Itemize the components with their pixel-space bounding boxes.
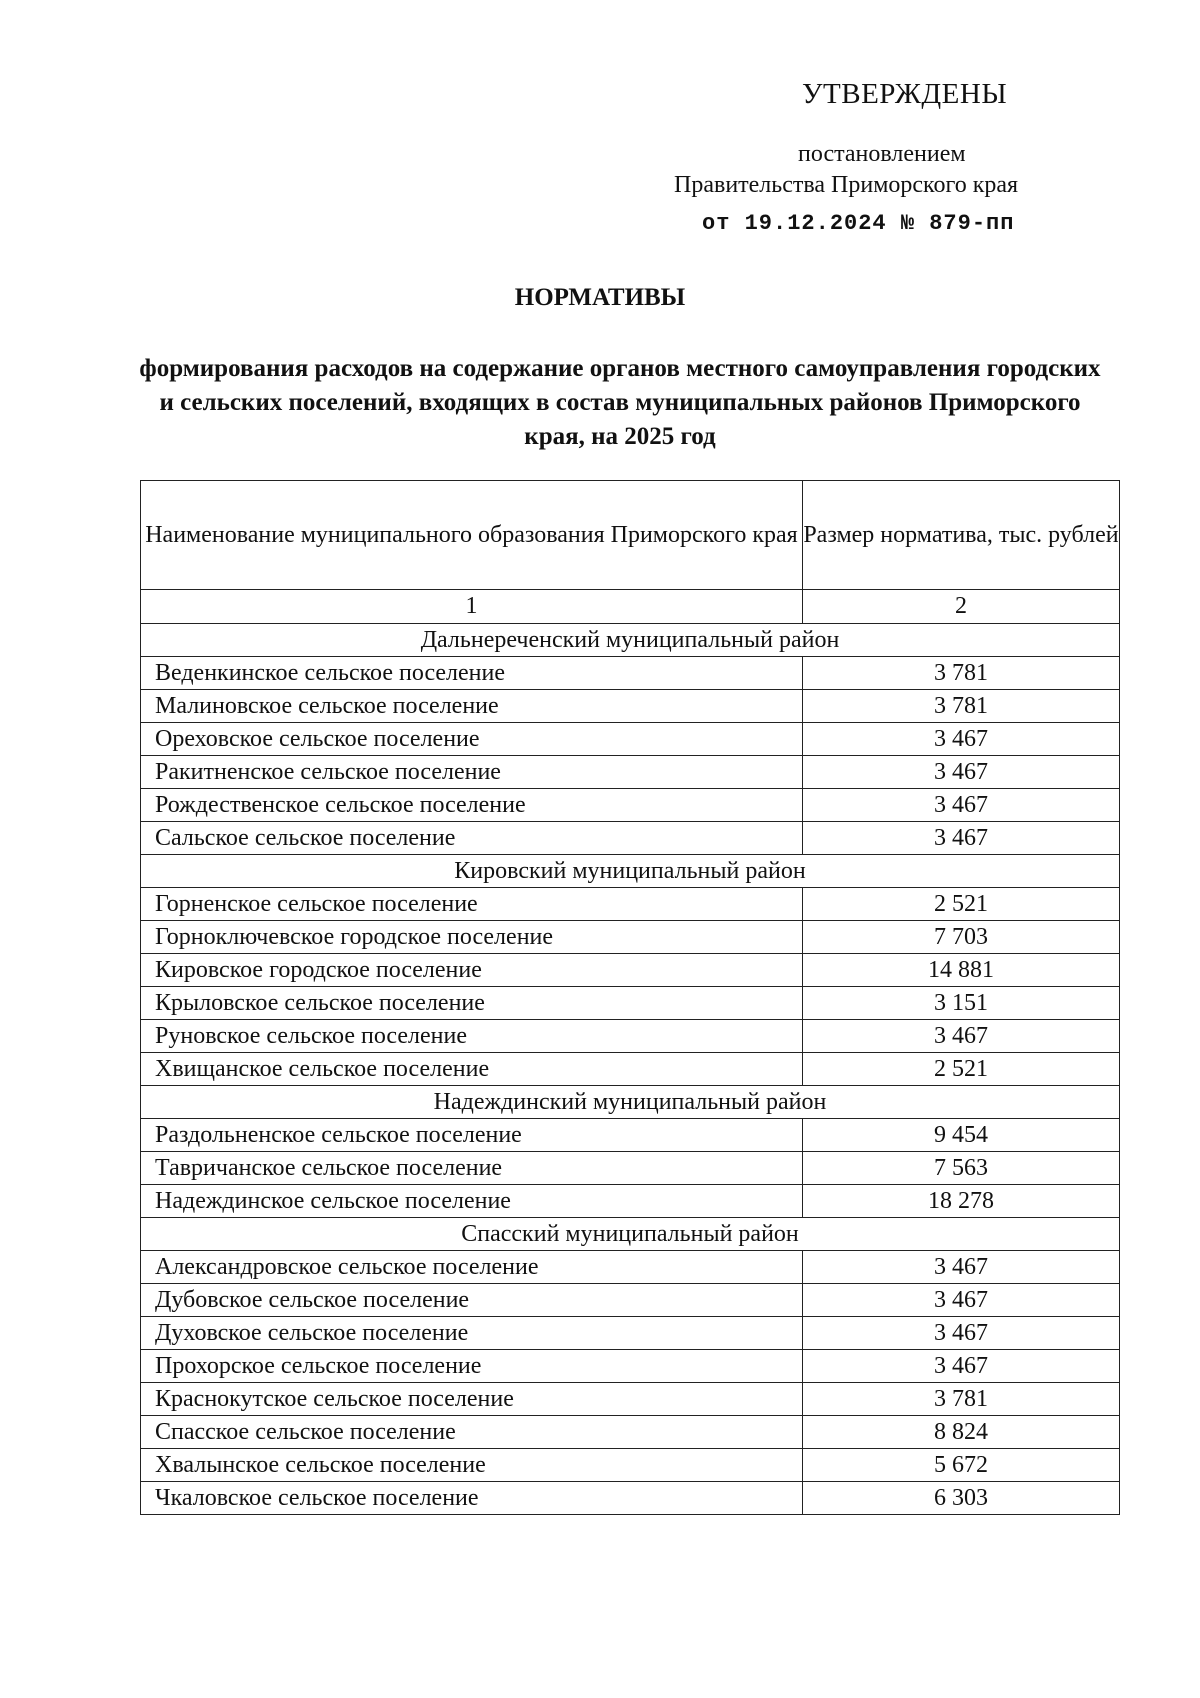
table-row xyxy=(141,987,1120,1020)
settlement-name: Ореховское сельское поселение xyxy=(141,723,803,756)
settlement-name: Хвищанское сельское поселение xyxy=(141,1053,803,1086)
column-number-2: 2 xyxy=(802,590,1119,624)
table-row xyxy=(141,1482,1120,1515)
district-name: Кировский муниципальный район xyxy=(141,855,1120,888)
approval-resolution-label: постановлением xyxy=(798,141,966,167)
table-row xyxy=(141,1317,1120,1350)
table-body xyxy=(141,624,1120,1515)
settlement-name: Спасское сельское поселение xyxy=(141,1416,803,1449)
settlement-name: Горненское сельское поселение xyxy=(141,888,803,921)
norm-value: 18 278 xyxy=(802,1185,1119,1218)
district-name: Спасский муниципальный район xyxy=(141,1218,1120,1251)
approval-heading: УТВЕРЖДЕНЫ xyxy=(802,78,1008,110)
settlement-name: Дубовское сельское поселение xyxy=(141,1284,803,1317)
table-row xyxy=(141,954,1120,987)
approval-block xyxy=(674,78,1120,236)
norm-value: 8 824 xyxy=(802,1416,1119,1449)
settlement-name: Чкаловское сельское поселение xyxy=(141,1482,803,1515)
document-subtitle: формирования расходов на содержание органов местного самоуправления городских и сельских поселений, входящих в состав муниципальных районов Приморского края, на 2025 год xyxy=(139,355,1101,450)
norm-value: 3 467 xyxy=(802,789,1119,822)
settlement-name: Рождественское сельское поселение xyxy=(141,789,803,822)
settlement-name: Краснокутское сельское поселение xyxy=(141,1383,803,1416)
settlement-name: Надеждинское сельское поселение xyxy=(141,1185,803,1218)
norm-value: 6 303 xyxy=(802,1482,1119,1515)
table-row xyxy=(141,1053,1120,1086)
district-row xyxy=(141,624,1120,657)
column-number-1: 1 xyxy=(141,590,803,624)
norm-value: 3 467 xyxy=(802,1317,1119,1350)
norm-value: 14 881 xyxy=(802,954,1119,987)
approval-date-number: от 19.12.2024 № 879-пп xyxy=(702,211,1015,236)
norm-value: 7 703 xyxy=(802,921,1119,954)
table-row xyxy=(141,1185,1120,1218)
table-row xyxy=(141,1350,1120,1383)
table-row xyxy=(141,1449,1120,1482)
table-row xyxy=(141,1152,1120,1185)
table-header-row xyxy=(141,481,1120,590)
settlement-name: Ракитненское сельское поселение xyxy=(141,756,803,789)
norm-value: 7 563 xyxy=(802,1152,1119,1185)
settlement-name: Кировское городское поселение xyxy=(141,954,803,987)
table-row xyxy=(141,1416,1120,1449)
norm-value: 3 467 xyxy=(802,822,1119,855)
header-municipality: Наименование муниципального образования Приморского края xyxy=(141,481,803,590)
table-row xyxy=(141,921,1120,954)
table-row xyxy=(141,756,1120,789)
settlement-name: Горноключевское городское поселение xyxy=(141,921,803,954)
settlement-name: Александровское сельское поселение xyxy=(141,1251,803,1284)
settlement-name: Прохорское сельское поселение xyxy=(141,1350,803,1383)
norm-value: 3 151 xyxy=(802,987,1119,1020)
norm-value: 3 781 xyxy=(802,1383,1119,1416)
table-row xyxy=(141,690,1120,723)
district-row xyxy=(141,1086,1120,1119)
approval-government: Правительства Приморского края xyxy=(674,172,1019,198)
norm-value: 3 781 xyxy=(802,690,1119,723)
table-row xyxy=(141,1284,1120,1317)
table-row xyxy=(141,1251,1120,1284)
norm-value: 3 781 xyxy=(802,657,1119,690)
norm-value: 2 521 xyxy=(802,888,1119,921)
table-row xyxy=(141,789,1120,822)
norm-value: 3 467 xyxy=(802,1251,1119,1284)
table-row xyxy=(141,888,1120,921)
column-number-row xyxy=(141,590,1120,624)
district-row xyxy=(141,1218,1120,1251)
norm-value: 3 467 xyxy=(802,723,1119,756)
settlement-name: Раздольненское сельское поселение xyxy=(141,1119,803,1152)
settlement-name: Малиновское сельское поселение xyxy=(141,690,803,723)
table-row xyxy=(141,657,1120,690)
norm-value: 2 521 xyxy=(802,1053,1119,1086)
norm-value: 5 672 xyxy=(802,1449,1119,1482)
table-row xyxy=(141,723,1120,756)
settlement-name: Тавричанское сельское поселение xyxy=(141,1152,803,1185)
district-row xyxy=(141,855,1120,888)
settlement-name: Руновское сельское поселение xyxy=(141,1020,803,1053)
norm-value: 3 467 xyxy=(802,1350,1119,1383)
table-row xyxy=(141,1383,1120,1416)
norm-value: 3 467 xyxy=(802,756,1119,789)
header-norm-size: Размер норматива, тыс. рублей xyxy=(802,481,1119,590)
settlement-name: Веденкинское сельское поселение xyxy=(141,657,803,690)
district-name: Дальнереченский муниципальный район xyxy=(141,624,1120,657)
document-title: НОРМАТИВЫ xyxy=(514,284,686,311)
settlement-name: Крыловское сельское поселение xyxy=(141,987,803,1020)
norms-table xyxy=(140,480,1120,1515)
norm-value: 3 467 xyxy=(802,1020,1119,1053)
settlement-name: Духовское сельское поселение xyxy=(141,1317,803,1350)
settlement-name: Сальское сельское поселение xyxy=(141,822,803,855)
norm-value: 3 467 xyxy=(802,1284,1119,1317)
table-row xyxy=(141,1020,1120,1053)
table-row xyxy=(141,1119,1120,1152)
district-name: Надеждинский муниципальный район xyxy=(141,1086,1120,1119)
settlement-name: Хвалынское сельское поселение xyxy=(141,1449,803,1482)
table-row xyxy=(141,822,1120,855)
norm-value: 9 454 xyxy=(802,1119,1119,1152)
